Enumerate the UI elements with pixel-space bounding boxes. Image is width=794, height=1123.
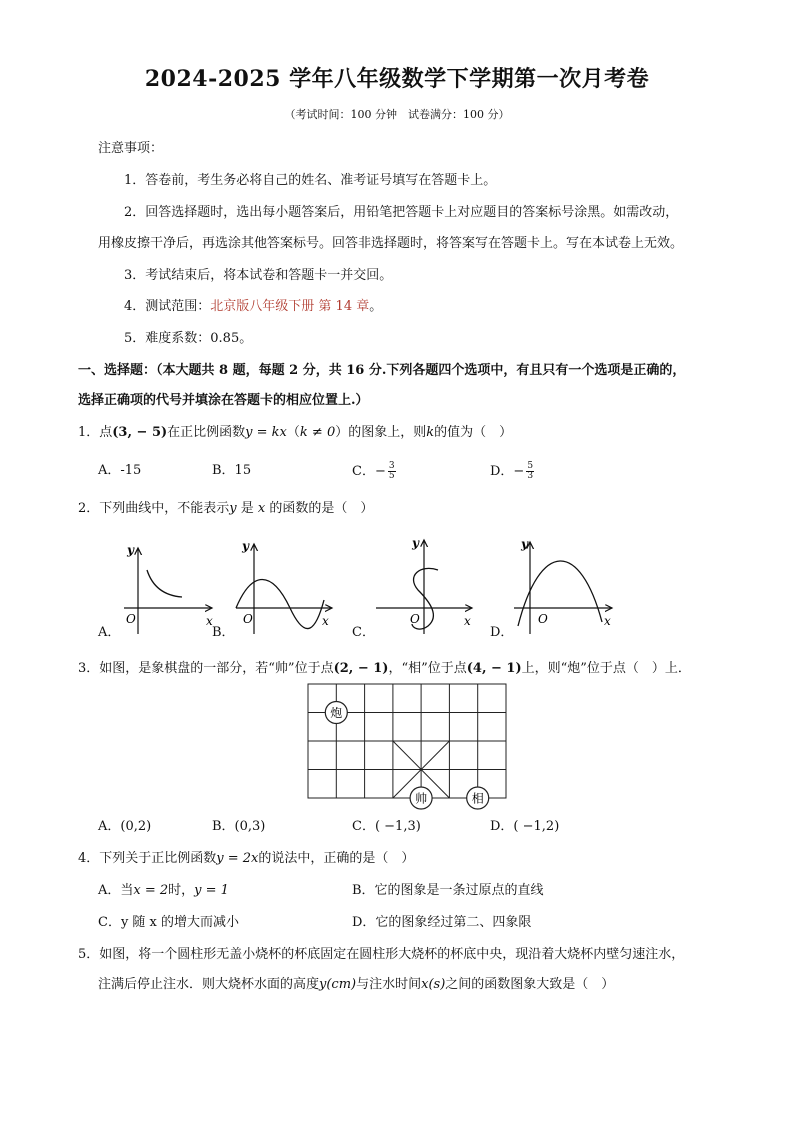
note-item-4-suffix: 。 bbox=[369, 299, 383, 314]
note-item-2-cont: 用橡皮擦干净后，再选涂其他答案标号。回答非选择题时，将答案写在答题卡上。写在本试卷上无效。 bbox=[98, 236, 684, 251]
q1-option-a[interactable]: A．-15 bbox=[98, 463, 142, 478]
page-title: 2024-2025 学年八年级数学下学期第一次月考卷 bbox=[144, 66, 650, 92]
q5-x-unit: x(s) bbox=[421, 977, 446, 992]
q2-y: y bbox=[229, 501, 237, 516]
q5-text-2: 与注水时间 bbox=[356, 977, 422, 992]
note-item-3: 3．考试结束后，将本试卷和答题卡一并交回。 bbox=[124, 268, 393, 283]
piece-shuai-label: 帅 bbox=[415, 791, 428, 806]
q3-option-d[interactable]: D．( −1,2) bbox=[490, 819, 560, 834]
q1-d-denominator: 3 bbox=[527, 471, 534, 481]
q4-text-1: 4．下列关于正比例函数 bbox=[78, 851, 217, 866]
q1-text-4: ）的图象上，则 bbox=[335, 425, 427, 440]
note-item-1: 1．答卷前，考生务必将自己的姓名、准考证号填写在答题卡上。 bbox=[124, 173, 497, 188]
q2-text-3: 的函数的是（ ） bbox=[265, 501, 374, 516]
q2-graph-a[interactable] bbox=[124, 543, 213, 634]
note-item-4-prefix: 4．测试范围： bbox=[124, 299, 211, 314]
q2-graph-d[interactable] bbox=[514, 537, 612, 634]
q2-d-origin: O bbox=[538, 612, 548, 626]
q1-c-numerator: 3 bbox=[388, 461, 395, 471]
q2-text-1: 2．下列曲线中，不能表示 bbox=[78, 501, 230, 516]
piece-pao[interactable] bbox=[325, 702, 347, 724]
q1-point: (3, − 5) bbox=[112, 425, 168, 440]
q2-option-a[interactable]: A． bbox=[98, 625, 121, 640]
q3-option-a[interactable]: A．(0,2) bbox=[98, 819, 152, 834]
question-4 bbox=[78, 850, 414, 868]
exam-info: （考试时间：100 分钟 试卷满分：100 分） bbox=[284, 108, 510, 121]
q1-text-3: （ bbox=[286, 425, 300, 440]
q1-option-c[interactable] bbox=[352, 462, 396, 481]
q2-a-y-label: y bbox=[127, 543, 134, 557]
q2-b-origin: O bbox=[243, 612, 253, 626]
q1-text-2: 在正比例函数 bbox=[167, 425, 246, 440]
q1-option-c-label: C．− bbox=[352, 464, 386, 479]
q3-pos-shuai: (2, − 1) bbox=[333, 661, 389, 676]
q4-func: y = 2x bbox=[216, 851, 259, 866]
q2-d-x-label: x bbox=[604, 614, 611, 628]
q2-a-x-label: x bbox=[206, 614, 213, 628]
q4-option-d[interactable]: D．它的图象经过第二、四象限 bbox=[352, 915, 532, 930]
note-item-5: 5．难度系数：0.85。 bbox=[124, 331, 253, 346]
question-3 bbox=[78, 660, 691, 678]
q2-b-x-label: x bbox=[322, 614, 329, 628]
q2-c-x-label: x bbox=[464, 614, 471, 628]
q1-option-d[interactable] bbox=[490, 462, 534, 481]
question-2 bbox=[78, 500, 373, 518]
q1-func: y = kx bbox=[245, 425, 287, 440]
test-range: 北京版八年级下册 第 14 章 bbox=[210, 299, 370, 314]
section-desc-1: （本大题共 8 题，每题 2 分，共 16 分.下列各题四个选项中，有且只有一个选项是正确的， bbox=[156, 363, 686, 378]
q2-b-y-label: y bbox=[242, 539, 249, 553]
notes-heading: 注意事项： bbox=[98, 141, 164, 156]
q5-text-3: 之间的函数图象大致是（ ） bbox=[445, 977, 615, 992]
q4-option-c[interactable]: C．y 随 x 的增大而减小 bbox=[98, 915, 240, 930]
q2-option-d[interactable]: D． bbox=[490, 625, 514, 640]
q3-text-2: ，“相”位于点 bbox=[388, 661, 467, 676]
q2-x: x bbox=[257, 501, 266, 516]
q1-option-b[interactable]: B．15 bbox=[212, 463, 252, 478]
q1-k: k bbox=[426, 425, 435, 440]
q2-option-c[interactable]: C． bbox=[352, 625, 375, 640]
note-item-4 bbox=[124, 298, 382, 316]
q1-option-c-fraction bbox=[388, 462, 396, 481]
chessboard bbox=[300, 680, 520, 812]
q3-option-b[interactable]: B．(0,3) bbox=[212, 819, 266, 834]
q4-text-2: 的说法中，正确的是（ ） bbox=[258, 851, 415, 866]
q4-option-b[interactable]: B．它的图象是一条过原点的直线 bbox=[352, 883, 544, 898]
note-item-2: 2．回答选择题时，选出每小题答案后，用铅笔把答题卡上对应题目的答案标号涂黑。如需改动， bbox=[124, 205, 679, 220]
q1-text-5: 的值为（ ） bbox=[434, 425, 513, 440]
question-5-line-1: 5．如图，将一个圆柱形无盖小烧杯的杯底固定在圆柱形大烧杯的杯底中央，现沿着大烧杯内壁匀速注水， bbox=[78, 947, 685, 962]
q4-a-text-1: A．当 bbox=[98, 883, 134, 898]
q3-pos-xiang: (4, − 1) bbox=[466, 661, 522, 676]
section-desc-2: 选择正确项的代号并填涂在答题卡的相应位置上.） bbox=[78, 393, 369, 408]
q3-text-1: 3．如图，是象棋盘的一部分，若“帅”位于点 bbox=[78, 661, 334, 676]
q2-graph-b[interactable] bbox=[236, 539, 332, 634]
q1-c-denominator: 5 bbox=[388, 471, 395, 481]
q3-option-c[interactable]: C．( −1,3) bbox=[352, 819, 421, 834]
piece-xiang[interactable] bbox=[467, 787, 489, 809]
section-title: 一、选择题： bbox=[78, 363, 157, 378]
q2-a-origin: O bbox=[126, 612, 136, 626]
q5-text-1: 注满后停止注水．则大烧杯水面的高度 bbox=[98, 977, 320, 992]
q1-d-numerator: 5 bbox=[527, 461, 534, 471]
q2-d-y-label: y bbox=[521, 537, 528, 551]
q3-text-3: 上，则“炮”位于点（ ）上． bbox=[521, 661, 691, 676]
piece-shuai[interactable] bbox=[410, 787, 432, 809]
q5-y-unit: y(cm) bbox=[319, 977, 357, 992]
q2-graph-c[interactable] bbox=[376, 536, 472, 634]
question-5-line-2 bbox=[98, 976, 614, 994]
q1-option-d-label: D．− bbox=[490, 464, 525, 479]
q2-c-y-label: y bbox=[412, 536, 419, 550]
q4-a-text-2: 时， bbox=[168, 883, 195, 898]
section-heading bbox=[78, 362, 685, 380]
q1-cond: k ≠ 0 bbox=[299, 425, 336, 440]
piece-pao-label: 炮 bbox=[330, 706, 343, 720]
q1-option-d-fraction bbox=[526, 462, 534, 481]
q1-text-1: 1．点 bbox=[78, 425, 113, 440]
q4-a-math-2: y = 1 bbox=[194, 883, 229, 898]
q2-c-origin: O bbox=[410, 612, 420, 626]
q2-a-curve bbox=[147, 570, 182, 597]
question-1 bbox=[78, 424, 512, 442]
q2-option-b[interactable]: B． bbox=[212, 625, 235, 640]
q4-option-a[interactable] bbox=[98, 882, 229, 900]
q2-text-2: 是 bbox=[236, 501, 258, 516]
piece-xiang-label: 相 bbox=[471, 791, 484, 806]
q4-a-math-1: x = 2 bbox=[133, 883, 169, 898]
